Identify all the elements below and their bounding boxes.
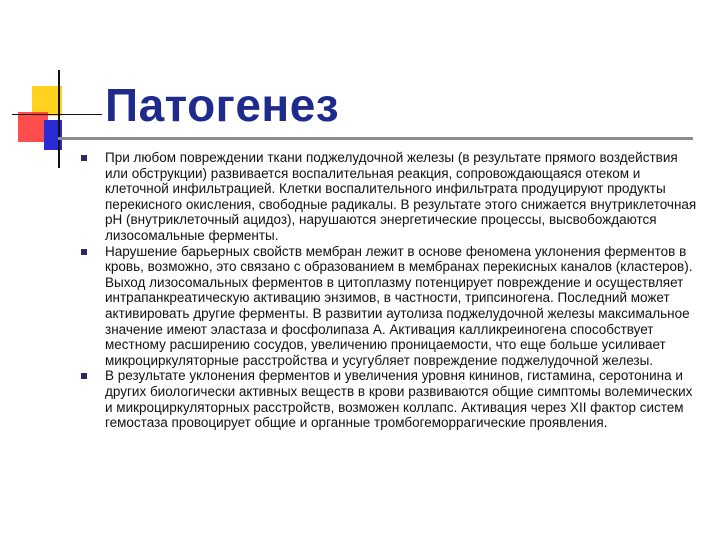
slide-title: Патогенез	[105, 79, 340, 131]
bullet-item-3	[73, 368, 698, 430]
vertical-line-decoration	[58, 70, 60, 168]
bullet-item-2	[73, 244, 698, 369]
title-underline	[58, 137, 693, 140]
horizontal-line-decoration	[12, 114, 102, 115]
bullet-square-icon	[81, 249, 87, 255]
bullet-square-icon	[81, 155, 87, 161]
bullet-item-1	[73, 150, 698, 244]
bullet-text: В результате уклонения ферментов и увеличения уровня кининов, гистамина, серотонина и других биологически активных веществ в крови развиваются общие симптомы волемических и микроциркуляторных расстройств, возможен коллапс. Активация через XII фактор систем гемостаза провоцирует общие и органные тромбогеморрагические проявления.	[105, 368, 693, 431]
bullet-list	[73, 150, 698, 431]
bullet-text: При любом повреждении ткани поджелудочной железы (в результате прямого воздействия или обструкции) развивается воспалительная реакция, сопровождающаяся отеком и клеточной инфильтрацией. Клетки воспалительного инфильтрата продуцируют продукты перекисного окисления, свободные радикалы. В результате этого снижается внутриклеточная рН (внутриклеточный ацидоз), нарушаются энергетические процессы, высвобождаются лизосомальные ферменты.	[105, 150, 697, 243]
bullet-text: Нарушение барьерных свойств мембран лежит в основе феномена уклонения ферментов в кровь, возможно, это связано с образованием в мембранах перекисных каналов (кластеров). Выход лизосомальных ферментов в цитоплазму потенцирует повреждение и осуществляет интрапанкреатическую активацию энзимов, в частности, трипсиногена. Последний может активировать другие ферменты. В развитии аутолиза поджелудочной железы максимальное значение имеют эластаза и фосфолипаза А. Активация калликреиногена способствует местному расширению сосудов, увеличению проницаемости, что еще больше усиливает микроциркуляторные расстройства и усугубляет повреждение поджелудочной железы.	[105, 243, 693, 368]
corner-logo-decoration	[0, 0, 100, 170]
bullet-square-icon	[81, 373, 87, 379]
